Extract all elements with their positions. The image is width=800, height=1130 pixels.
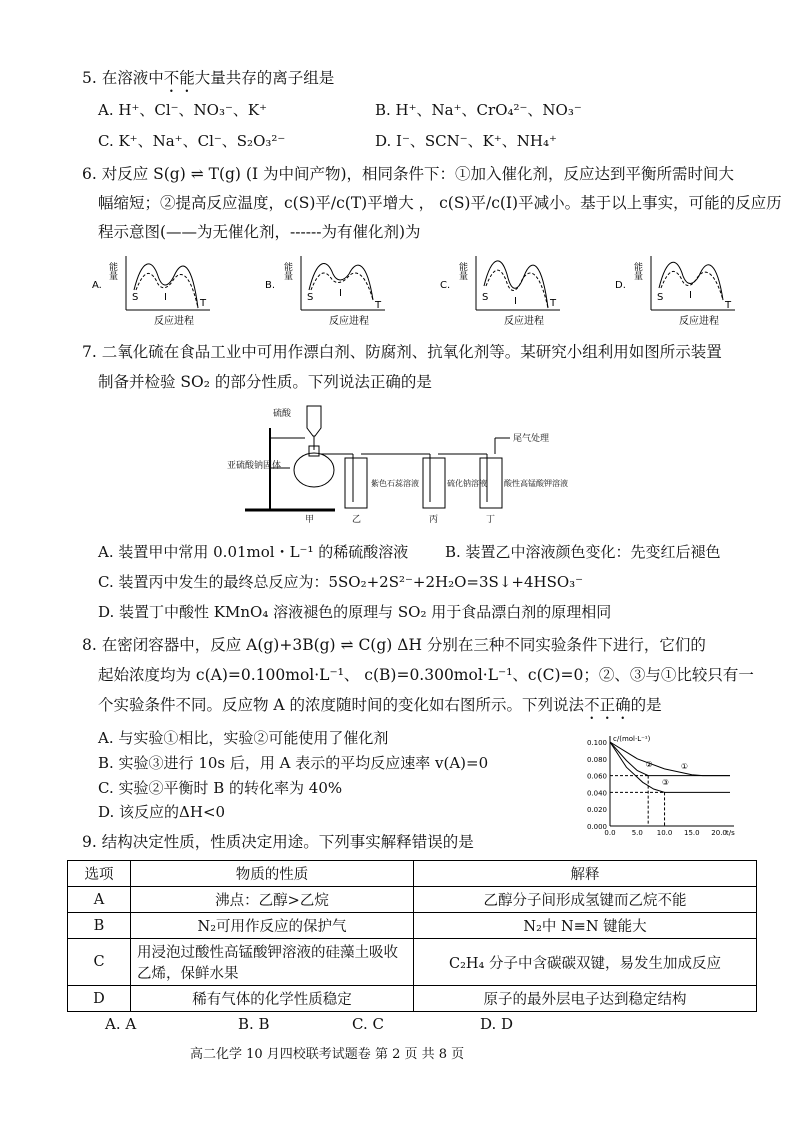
q5-stem: 5. 在溶液中不能大量共存的离子组是	[82, 69, 335, 87]
table-cell: 乙醇分子间形成氢键而乙烷不能	[414, 887, 757, 913]
y-tick-label: 0.060	[586, 772, 607, 781]
table-cell: 沸点：乙醇>乙烷	[131, 887, 414, 913]
svg-text:酸性高锰酸钾溶液: 酸性高锰酸钾溶液	[504, 479, 568, 488]
bottle-bing	[423, 454, 487, 508]
y-tick-label: 0.100	[586, 739, 607, 747]
q9-answer-c: C. C	[352, 1015, 384, 1033]
svg-text:I: I	[339, 288, 342, 299]
svg-text:B.: B.	[265, 280, 276, 291]
svg-text:能量: 能量	[282, 262, 292, 280]
q8-option-d: D. 该反应的ΔH<0	[98, 803, 226, 821]
q5-option-c: C. K⁺、Na⁺、Cl⁻、S₂O₃²⁻	[98, 132, 286, 150]
table-cell: D	[68, 986, 131, 1012]
q5-option-d: D. I⁻、SCN⁻、K⁺、NH₄⁺	[375, 132, 557, 150]
q7-option-c: C. 装置丙中发生的最终总反应为：5SO₂+2S²⁻+2H₂O=3S↓+4HSO₃⁻	[98, 573, 584, 591]
q6-diagram-a	[92, 256, 210, 327]
y-tick-label: 0.020	[586, 806, 607, 815]
svg-text:T: T	[550, 298, 557, 309]
svg-text:能量: 能量	[107, 262, 117, 280]
x-tick-label: 15.0	[684, 829, 700, 837]
svg-text:I: I	[164, 292, 167, 303]
svg-text:硫化钠溶液: 硫化钠溶液	[447, 479, 487, 488]
q5-option-b: B. H⁺、Na⁺、CrO₄²⁻、NO₃⁻	[375, 101, 582, 119]
y-axis-label: c/(mol·L⁻¹)	[613, 735, 651, 743]
svg-text:反应进程: 反应进程	[504, 316, 544, 327]
svg-text:紫色石蕊溶液: 紫色石蕊溶液	[371, 479, 419, 488]
table-cell: 用浸泡过酸性高锰酸钾溶液的硅藻土吸收乙烯，保鲜水果	[131, 939, 414, 986]
table-header-row	[68, 861, 757, 887]
svg-text:I: I	[689, 290, 692, 301]
q6-line2: 幅缩短；②提高反应温度，c(S)平/c(T)平增大 ， c(S)平/c(I)平减小。基于以上事实，可能的反应历	[98, 194, 782, 212]
table-row	[68, 986, 757, 1012]
x-tick-label: 0.0	[604, 829, 616, 837]
svg-text:T: T	[200, 298, 207, 309]
svg-text:乙: 乙	[352, 515, 362, 525]
q6-diagram-c	[440, 256, 560, 327]
q9-answer-d: D. D	[480, 1015, 514, 1033]
x-tick-label: 10.0	[656, 829, 673, 837]
q7-option-b: B. 装置乙中溶液颜色变化：先变红后褪色	[445, 543, 721, 561]
q8-line2: 起始浓度均为 c(A)=0.100mol·L⁻¹、 c(B)=0.300mol·L⁻¹、c(C)=0；②、③与①比较只有一	[98, 666, 754, 684]
svg-text:S: S	[307, 292, 314, 303]
table-cell: 原子的最外层电子达到稳定结构	[414, 986, 757, 1012]
table-cell: C₂H₄ 分子中含碳碳双键，易发生加成反应	[414, 939, 757, 986]
q6-diagram-b	[265, 256, 385, 327]
x-tick-label: 5.0	[631, 829, 643, 837]
series-line	[610, 742, 730, 792]
series-label: ③	[661, 777, 669, 787]
q7-option-d: D. 装置丁中酸性 KMnO₄ 溶液褪色的原理与 SO₂ 用于食品漂白剂的原理相同	[98, 603, 612, 621]
series-line	[610, 742, 730, 776]
q8-line3: 个实验条件不同。反应物 A 的浓度随时间的变化如右图所示。下列说法不正确的是	[98, 696, 662, 714]
svg-text:反应进程: 反应进程	[154, 316, 194, 327]
svg-text:S: S	[657, 292, 664, 303]
q6-line3: 程示意图(——为无催化剂，------为有催化剂)为	[98, 223, 421, 241]
table-cell: B	[68, 913, 131, 939]
q8-option-a: A. 与实验①相比，实验②可能使用了催化剂	[98, 729, 389, 747]
svg-text:D.: D.	[615, 280, 626, 291]
table-header-cell: 物质的性质	[131, 861, 414, 887]
q6-diagram-d	[615, 256, 735, 327]
q8-line1: 8. 在密闭容器中，反应 A(g)+3B(g) ⇌ C(g) ΔH 分别在三种不同实验条件下进行，它们的	[82, 636, 706, 654]
q9-table	[67, 860, 757, 1012]
q8-option-c: C. 实验②平衡时 B 的转化率为 40%	[98, 779, 343, 797]
table-row	[68, 913, 757, 939]
svg-text:能量: 能量	[632, 262, 642, 280]
table-cell: C	[68, 939, 131, 986]
bottle-yi	[345, 454, 419, 508]
q7-option-a: A. 装置甲中常用 0.01mol・L⁻¹ 的稀硫酸溶液	[98, 543, 409, 561]
svg-text:I: I	[514, 296, 517, 307]
q8-option-b: B. 实验③进行 10s 后，用 A 表示的平均反应速率 v(A)=0	[98, 754, 489, 772]
q9-stem: 9. 结构决定性质，性质决定用途。下列事实解释错误的是	[82, 833, 474, 851]
series-label: ②	[645, 760, 653, 770]
svg-text:甲: 甲	[305, 515, 315, 525]
y-tick-label: 0.040	[586, 789, 607, 798]
svg-text:T: T	[725, 300, 732, 311]
table-row	[68, 887, 757, 913]
q6-line1: 6. 对反应 S(g) ⇌ T(g) (I 为中间产物)，相同条件下：①加入催化剂，反应达到平衡所需时间大	[82, 165, 735, 183]
svg-text:S: S	[132, 292, 139, 303]
q7-line1: 7. 二氧化硫在食品工业中可用作漂白剂、防腐剂、抗氧化剂等。某研究小组利用如图所示装置	[82, 343, 722, 361]
svg-text:反应进程: 反应进程	[329, 316, 369, 327]
table-row	[68, 939, 757, 986]
svg-text:T: T	[375, 300, 382, 311]
x-axis-label: t/s	[726, 829, 735, 837]
svg-text:丁: 丁	[486, 515, 496, 525]
table-cell: N₂中 N≡N 键能大	[414, 913, 757, 939]
table-cell: 稀有气体的化学性质稳定	[131, 986, 414, 1012]
table-header-cell: 选项	[68, 861, 131, 887]
svg-text:反应进程: 反应进程	[679, 316, 719, 327]
svg-text:S: S	[482, 292, 489, 303]
label-tail: 尾气处理	[513, 434, 550, 444]
svg-text:丙: 丙	[429, 515, 439, 525]
label-acid: 硫酸	[273, 409, 292, 419]
page-footer: 高二化学 10 月四校联考试题卷 第 2 页 共 8 页	[190, 1047, 465, 1062]
svg-text:A.: A.	[92, 280, 102, 291]
y-tick-label: 0.000	[586, 823, 607, 831]
q9-answer-a: A. A	[105, 1015, 137, 1033]
table-cell: A	[68, 887, 131, 913]
q7-apparatus-figure	[225, 398, 568, 528]
label-solid: 亚硫酸钠固体	[227, 461, 282, 471]
q7-line2: 制备并检验 SO₂ 的部分性质。下列说法正确的是	[98, 373, 432, 391]
table-cell: N₂可用作反应的保护气	[131, 913, 414, 939]
svg-text:能量: 能量	[457, 262, 467, 280]
y-tick-label: 0.080	[586, 755, 607, 764]
svg-text:C.: C.	[440, 280, 451, 291]
series-label: ①	[680, 761, 689, 771]
q5-option-a: A. H⁺、Cl⁻、NO₃⁻、K⁺	[98, 101, 268, 119]
q9-answer-b: B. B	[238, 1015, 270, 1033]
x-tick-label: 20.0	[711, 829, 727, 837]
bottle-ding	[480, 454, 568, 508]
q8-concentration-chart	[572, 728, 737, 840]
q6-energy-diagrams	[90, 248, 730, 333]
table-header-cell: 解释	[414, 861, 757, 887]
